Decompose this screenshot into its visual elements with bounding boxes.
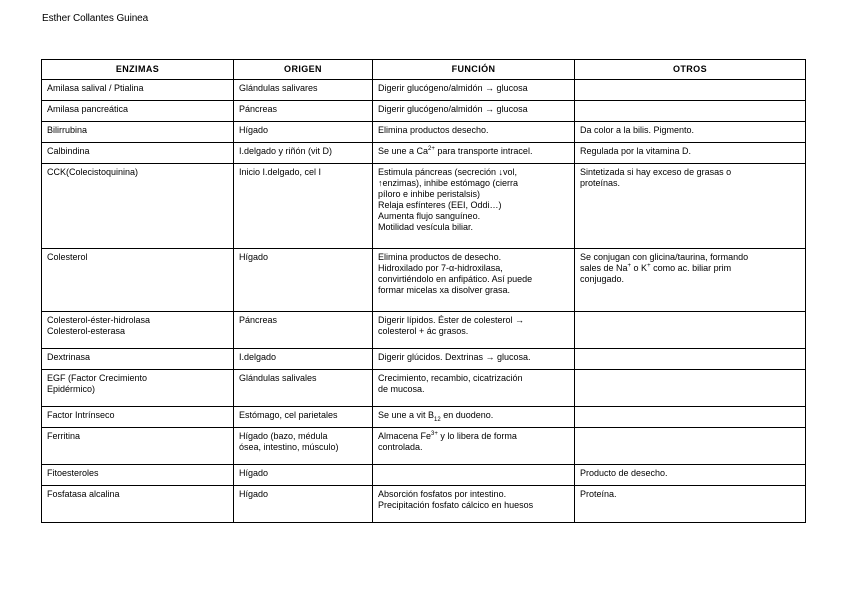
cell-origen: Páncreas <box>234 101 373 122</box>
charge-superscript: 2+ <box>428 146 435 152</box>
cell-origen: Hígado <box>234 486 373 523</box>
cell-enzima: Factor Intrínseco <box>42 407 234 428</box>
cell-funcion: Digerir glucógeno/almidón → glucosa <box>373 80 575 101</box>
cell-origen: Inicio I.delgado, cel I <box>234 164 373 249</box>
funcion-text: Se une a Ca <box>378 146 429 156</box>
cell-funcion <box>373 428 575 465</box>
header-otros: OTROS <box>575 60 806 80</box>
cell-enzima: Ferritina <box>42 428 234 465</box>
funcion-text: Almacena Fe <box>378 431 432 441</box>
cell-origen: Hígado <box>234 122 373 143</box>
cell-otros <box>575 407 806 428</box>
cell-funcion: Digerir lípidos. Éster de colesterol → colesterol + ác grasos. <box>373 312 575 349</box>
table-row <box>42 407 806 428</box>
cell-enzima: Amilasa salival / Ptialina <box>42 80 234 101</box>
cell-funcion: Elimina productos desecho. <box>373 122 575 143</box>
cell-funcion: Crecimiento, recambio, cicatrización de mucosa. <box>373 370 575 407</box>
cell-origen: Glándulas salivales <box>234 370 373 407</box>
funcion-text: y lo libera de forma controlada. <box>378 431 517 452</box>
cell-otros <box>575 101 806 122</box>
charge-superscript: 3+ <box>431 431 438 437</box>
cell-otros <box>575 428 806 465</box>
cell-enzima: CCK(Colecistoquinina) <box>42 164 234 249</box>
cell-funcion: Elimina productos de desecho. Hidroxilado por 7-α-hidroxilasa, convirtiéndolo en anfipático. Así puede formar micelas xa disolver grasa. <box>373 249 575 312</box>
cell-origen: Páncreas <box>234 312 373 349</box>
cell-funcion: Absorción fosfatos por intestino. Precipitación fosfato cálcico en huesos <box>373 486 575 523</box>
cell-enzima: Colesterol <box>42 249 234 312</box>
cell-enzima: EGF (Factor Crecimiento Epidérmico) <box>42 370 234 407</box>
table-row <box>42 143 806 164</box>
cell-enzima: Bilirrubina <box>42 122 234 143</box>
cell-origen: Hígado <box>234 249 373 312</box>
otros-text: como ac. biliar prim conjugado. <box>580 263 732 284</box>
cell-enzima: Colesterol-éster-hidrolasa Colesterol-esterasa <box>42 312 234 349</box>
cell-enzima: Fosfatasa alcalina <box>42 486 234 523</box>
cell-otros: Regulada por la vitamina D. <box>575 143 806 164</box>
enzymes-table <box>41 59 806 523</box>
cell-origen: I.delgado y riñón (vit D) <box>234 143 373 164</box>
header-origen: ORIGEN <box>234 60 373 80</box>
cell-otros: Sintetizada si hay exceso de grasas o proteínas. <box>575 164 806 249</box>
charge-superscript: + <box>627 263 632 269</box>
table-row <box>42 486 806 523</box>
cell-enzima: Calbindina <box>42 143 234 164</box>
document-author: Esther Collantes Guinea <box>42 13 149 24</box>
otros-text: o K <box>631 263 648 273</box>
cell-funcion: Digerir glúcidos. Dextrinas → glucosa. <box>373 349 575 370</box>
cell-origen: I.delgado <box>234 349 373 370</box>
cell-otros <box>575 312 806 349</box>
header-funcion: FUNCIÓN <box>373 60 575 80</box>
cell-funcion: Digerir glucógeno/almidón → glucosa <box>373 101 575 122</box>
funcion-text: Se une a vit B <box>378 410 435 420</box>
cell-origen: Glándulas salivares <box>234 80 373 101</box>
funcion-text: en duodeno. <box>440 410 494 420</box>
cell-enzima: Dextrinasa <box>42 349 234 370</box>
cell-otros <box>575 370 806 407</box>
cell-enzima: Fitoesteroles <box>42 465 234 486</box>
table-row <box>42 312 806 349</box>
table-row <box>42 465 806 486</box>
vitamin-subscript: 12 <box>434 416 441 423</box>
charge-superscript: + <box>647 263 651 269</box>
table-row <box>42 428 806 465</box>
table-row <box>42 122 806 143</box>
cell-enzima: Amilasa pancreática <box>42 101 234 122</box>
cell-origen: Estómago, cel parietales <box>234 407 373 428</box>
otros-text: Se conjugan con glicina/taurina, formando sales de Na <box>580 252 749 273</box>
table-row <box>42 349 806 370</box>
cell-otros: Producto de desecho. <box>575 465 806 486</box>
table-row <box>42 164 806 249</box>
cell-otros <box>575 249 806 312</box>
table-row <box>42 101 806 122</box>
cell-funcion: Estimula páncreas (secreción ↓vol, ↑enzimas), inhibe estómago (cierra píloro e inhibe peristalsis) Relaja esfínteres (EEI, Oddi…) Aumenta flujo sanguíneo. Motilidad vesícula biliar. <box>373 164 575 249</box>
table-header-row <box>42 60 806 80</box>
cell-otros: Proteína. <box>575 486 806 523</box>
funcion-text: para transporte intracel. <box>434 146 533 156</box>
cell-origen: Hígado <box>234 465 373 486</box>
table-row <box>42 370 806 407</box>
cell-otros <box>575 349 806 370</box>
cell-funcion <box>373 407 575 428</box>
cell-funcion <box>373 143 575 164</box>
cell-origen: Hígado (bazo, médula ósea, intestino, músculo) <box>234 428 373 465</box>
cell-otros: Da color a la bilis. Pigmento. <box>575 122 806 143</box>
header-enzimas: ENZIMAS <box>42 60 234 80</box>
table-row <box>42 80 806 101</box>
cell-otros <box>575 80 806 101</box>
table-row <box>42 249 806 312</box>
cell-funcion <box>373 465 575 486</box>
